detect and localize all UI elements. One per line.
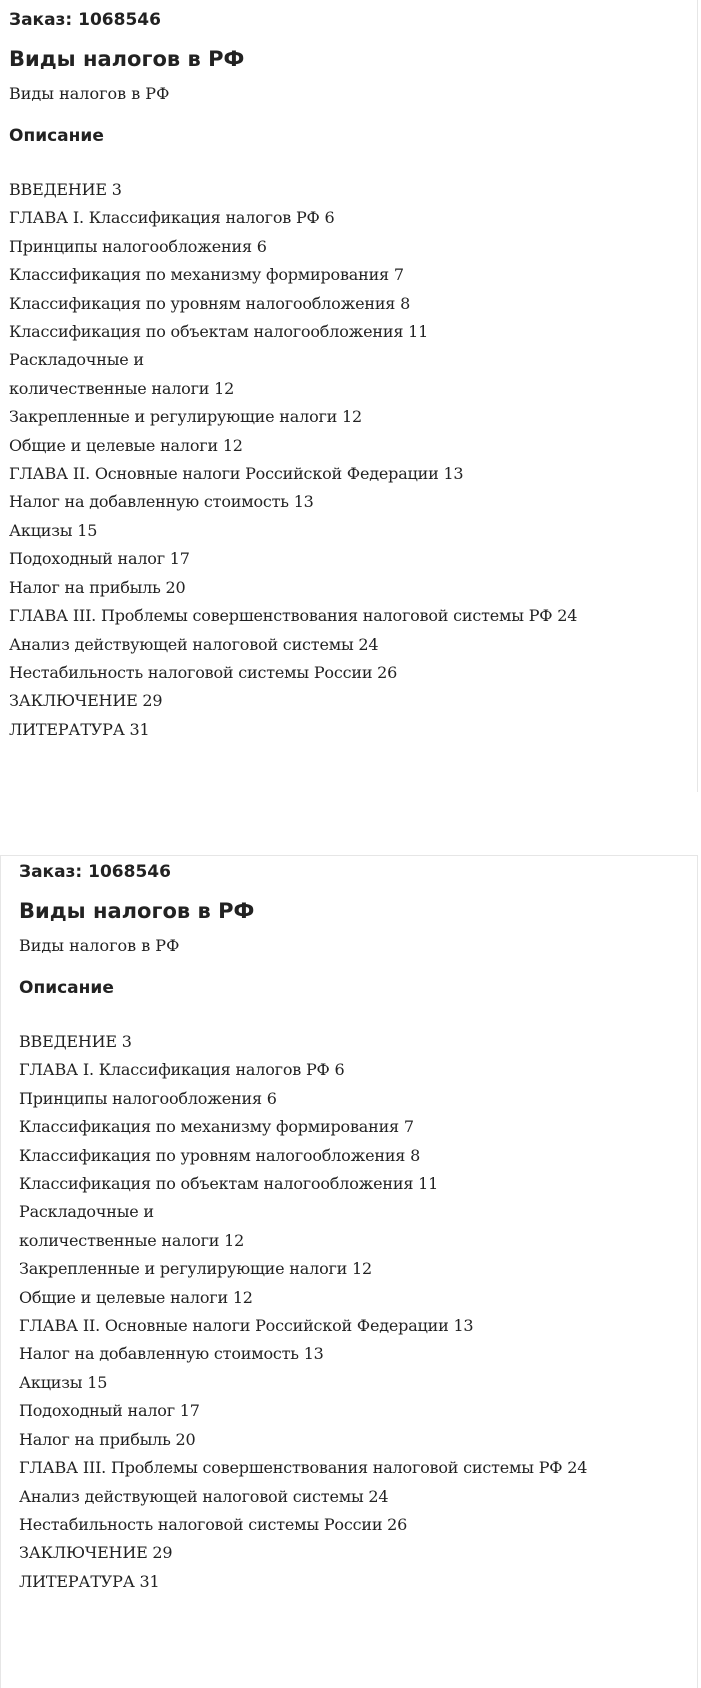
toc-item: Нестабильность налоговой системы России 26 (9, 662, 398, 682)
toc-item: Акцизы 15 (9, 520, 98, 540)
document-subtitle: Виды налогов в РФ (9, 84, 170, 103)
toc-item: Классификация по объектам налогообложения 11 (9, 322, 429, 342)
toc-item: Принципы налогообложения 6 (9, 236, 267, 256)
toc-item: Общие и целевые налоги 12 (9, 435, 243, 455)
toc-item: ГЛАВА I. Классификация налогов РФ 6 (19, 1060, 345, 1080)
document-title: Виды налогов в РФ (19, 899, 255, 923)
toc-item: Общие и целевые налоги 12 (19, 1287, 253, 1307)
toc-item: ГЛАВА II. Основные налоги Российской Федерации 13 (19, 1316, 474, 1336)
toc-item: Налог на добавленную стоимость 13 (9, 492, 314, 512)
document-subtitle: Виды налогов в РФ (19, 936, 180, 955)
toc-item: количественные налоги 12 (19, 1230, 245, 1250)
toc-item: Классификация по уровням налогообложения 8 (19, 1145, 421, 1165)
toc-item: ГЛАВА III. Проблемы совершенствования налоговой системы РФ 24 (19, 1458, 588, 1478)
toc-item: количественные налоги 12 (9, 378, 235, 398)
toc-item: Раскладочные и (9, 350, 144, 370)
toc-item: Принципы налогообложения 6 (19, 1088, 277, 1108)
toc-item: Анализ действующей налоговой системы 24 (19, 1486, 389, 1506)
toc-item: Подоходный налог 17 (19, 1401, 200, 1421)
toc-item: ГЛАВА II. Основные налоги Российской Федерации 13 (9, 464, 464, 484)
toc-item: Классификация по объектам налогообложения 11 (19, 1174, 439, 1194)
order-number: Заказ: 1068546 (9, 10, 161, 30)
toc-item: Нестабильность налоговой системы России 26 (19, 1514, 408, 1534)
toc-item: Классификация по уровням налогообложения 8 (9, 293, 411, 313)
toc-item: ЗАКЛЮЧЕНИЕ 29 (19, 1543, 173, 1563)
toc-item: Классификация по механизму формирования 7 (9, 265, 404, 285)
toc-item: ЗАКЛЮЧЕНИЕ 29 (9, 691, 163, 711)
description-heading: Описание (19, 978, 114, 998)
toc-item: Раскладочные и (19, 1202, 154, 1222)
description-heading: Описание (9, 126, 104, 146)
toc-item: ГЛАВА III. Проблемы совершенствования налоговой системы РФ 24 (9, 606, 578, 626)
toc-item: Акцизы 15 (19, 1372, 108, 1392)
toc-item: ВВЕДЕНИЕ 3 (9, 180, 122, 199)
toc-item: ГЛАВА I. Классификация налогов РФ 6 (9, 208, 335, 228)
document-title: Виды налогов в РФ (9, 47, 245, 71)
document-page-2 (0, 855, 698, 1688)
toc-item: Подоходный налог 17 (9, 549, 190, 569)
toc-item: Налог на добавленную стоимость 13 (19, 1344, 324, 1364)
order-number: Заказ: 1068546 (19, 862, 171, 882)
toc-item: ЛИТЕРАТУРА 31 (19, 1571, 160, 1591)
toc-item: Анализ действующей налоговой системы 24 (9, 634, 379, 654)
toc-item: Классификация по механизму формирования 7 (19, 1117, 414, 1137)
toc-item: ВВЕДЕНИЕ 3 (19, 1032, 132, 1051)
toc-item: Закрепленные и регулирующие налоги 12 (9, 407, 362, 427)
table-of-contents (19, 1028, 697, 1596)
toc-item: ЛИТЕРАТУРА 31 (9, 719, 150, 739)
table-of-contents (9, 176, 697, 744)
document-page-1 (0, 0, 698, 792)
toc-item: Налог на прибыль 20 (19, 1429, 196, 1449)
toc-item: Налог на прибыль 20 (9, 577, 186, 597)
toc-item: Закрепленные и регулирующие налоги 12 (19, 1259, 372, 1279)
